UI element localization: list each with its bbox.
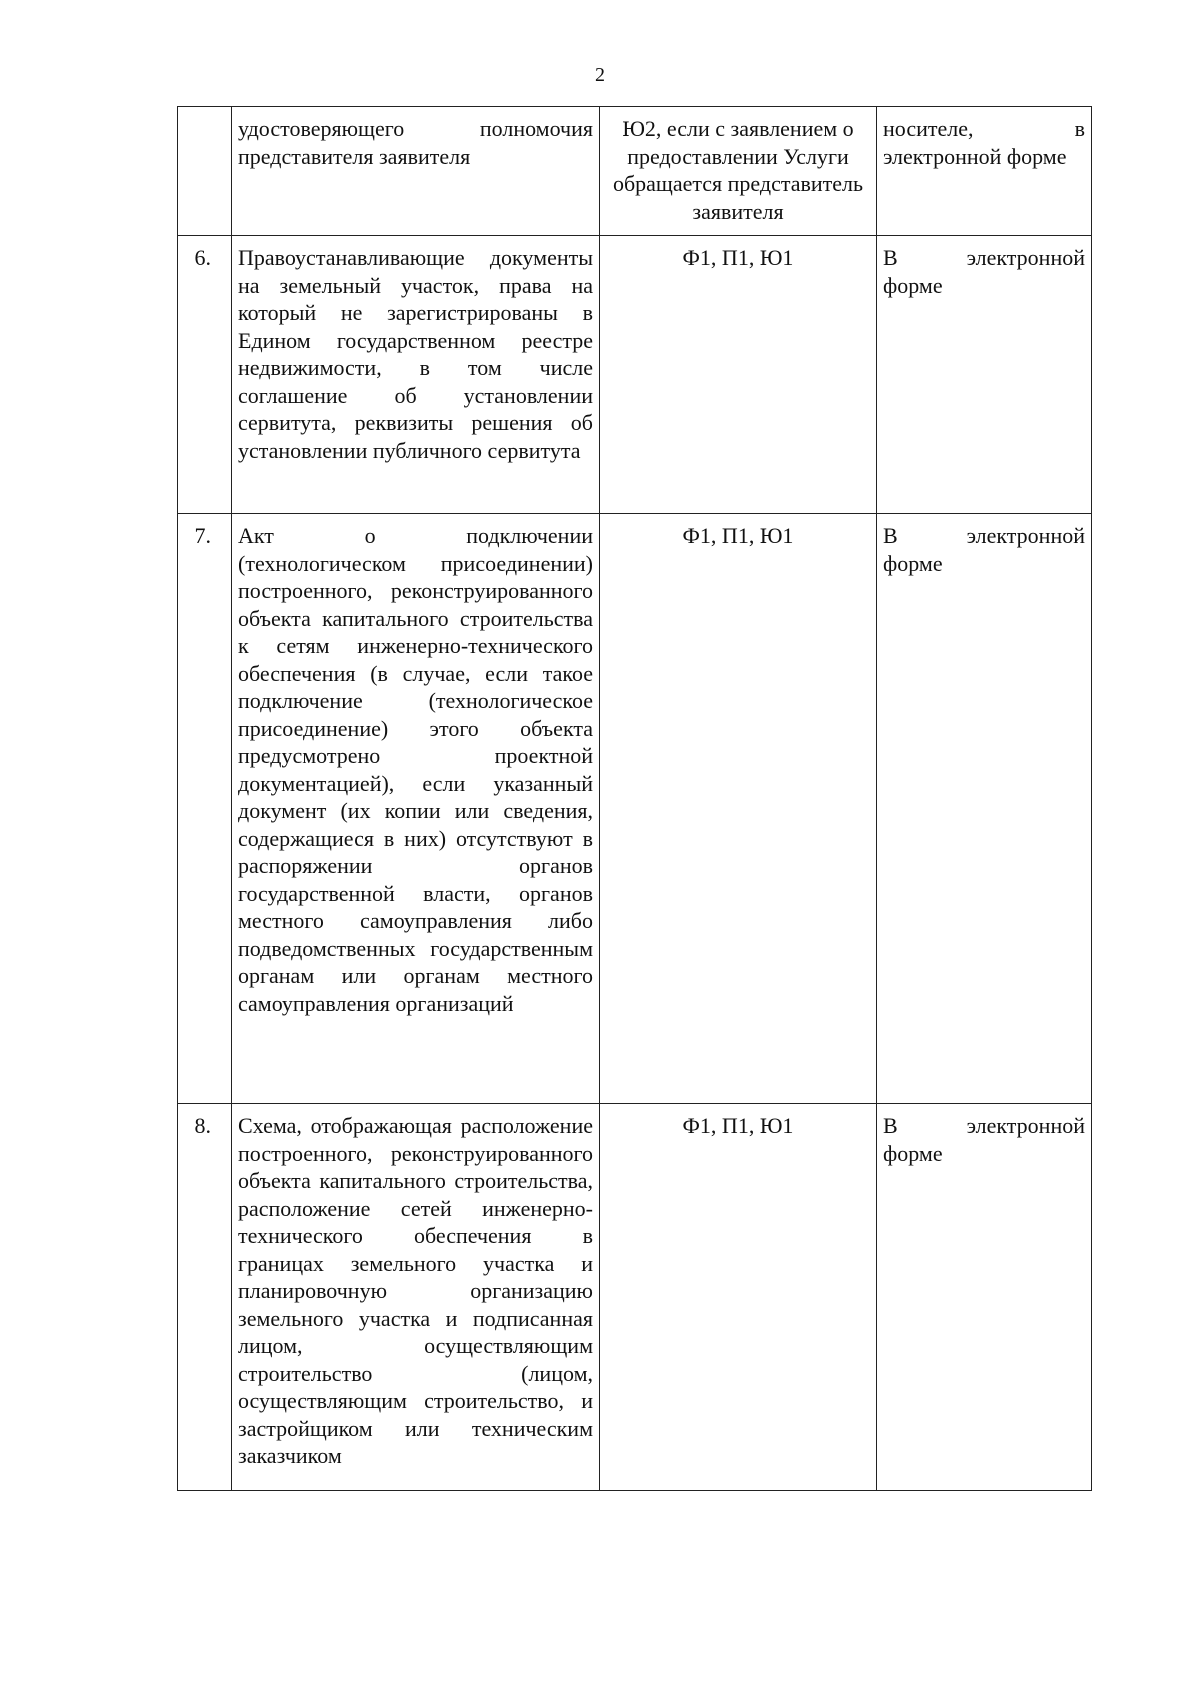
row-number xyxy=(178,107,232,236)
documents-table xyxy=(177,106,1092,1491)
document-name: Схема, отображающая расположение построенного, реконструированного объекта капитального строительства, расположение сетей инженерно-технического обеспечения в границах земельного участка и планировочную организацию земельного участка и подписанная лицом, осуществляющим строительство (лицом, осуществляющим строительство, и застройщиком или техническим заказчиком xyxy=(232,1104,600,1491)
applicant-categories: Ю2, если с заявлением о предоставлении Услуги обращается представитель заявителя xyxy=(600,107,877,236)
table-row xyxy=(178,1104,1092,1491)
applicant-categories: Ф1, П1, Ю1 xyxy=(600,514,877,1104)
row-number: 7. xyxy=(178,514,232,1104)
table-row xyxy=(178,107,1092,236)
submission-form: В электронной форме xyxy=(877,1104,1092,1491)
document-name: Акт о подключении (технологическом присоединении) построенного, реконструированного объекта капитального строительства к сетям инженерно-технического обеспечения (в случае, если такое подключение (технологическое присоединение) этого объекта предусмотрено проектной документацией), если указанный документ (их копии или сведения, содержащиеся в них) отсутствуют в распоряжении органов государственной власти, органов местного самоуправления либо подведомственных государственным органам или органам местного самоуправления организаций xyxy=(232,514,600,1104)
document-name: удостоверяющего полномочия представителя заявителя xyxy=(232,107,600,236)
row-number: 6. xyxy=(178,236,232,514)
table-row xyxy=(178,514,1092,1104)
applicant-categories: Ф1, П1, Ю1 xyxy=(600,1104,877,1491)
submission-form: В электронной форме xyxy=(877,514,1092,1104)
document-name: Правоустанавливающие документы на земельный участок, права на который не зарегистрированы в Едином государственном реестре недвижимости, в том числе соглашение об установлении сервитута, реквизиты решения об установлении публичного сервитута xyxy=(232,236,600,514)
row-number: 8. xyxy=(178,1104,232,1491)
table-row xyxy=(178,236,1092,514)
applicant-categories: Ф1, П1, Ю1 xyxy=(600,236,877,514)
page-number: 2 xyxy=(595,64,605,86)
submission-form: носителе, в электронной форме xyxy=(877,107,1092,236)
submission-form: В электронной форме xyxy=(877,236,1092,514)
